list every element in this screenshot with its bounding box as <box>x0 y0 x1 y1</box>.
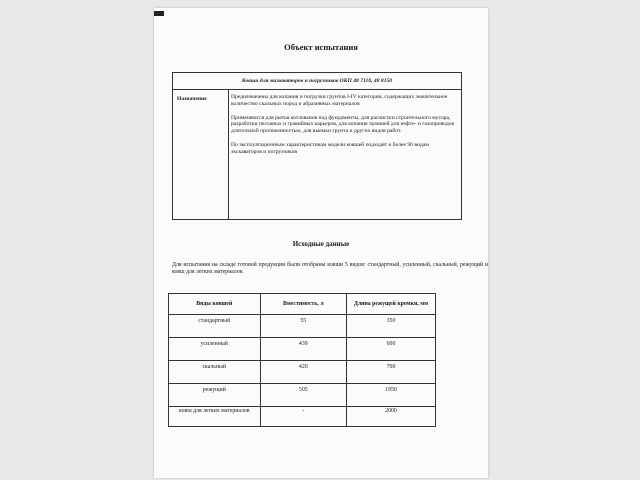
bucket-table <box>168 293 436 427</box>
table-cell: режущий <box>169 384 261 407</box>
table-cell: 505 <box>260 384 346 407</box>
table-row <box>169 361 436 384</box>
table-cell: усиленный <box>169 338 261 361</box>
purpose-paragraph: По эксплуатационным характеристикам модели ковшей подходят к более 90 видам экскаваторов и погрузчиков <box>231 141 429 155</box>
table-cell: 439 <box>260 338 346 361</box>
table-cell: - <box>260 407 346 427</box>
table-cell: 55 <box>260 315 346 338</box>
scan-mark <box>154 11 164 16</box>
table-cell: скальный <box>169 361 261 384</box>
document-page <box>154 8 488 478</box>
table-cell: ковш для легких материалов <box>169 407 261 427</box>
table-row <box>169 338 436 361</box>
table-header-cell: Виды ковшей <box>169 294 261 315</box>
table-cell: стандартный <box>169 315 261 338</box>
purpose-box-header: Ковши для экскаваторов и погрузчиков ОКП 48 7110, 48 8150 <box>173 73 461 90</box>
purpose-paragraph: Предназначены для копания и погрузки грунтов I-IV категории, содержащих значительное количество скальных пород и абразивных материалов <box>231 94 448 107</box>
purpose-label: Назначение <box>173 90 229 219</box>
subsection-title: Исходные данные <box>292 240 350 248</box>
purpose-paragraph: Применяются для рытья котлованов под фундаменты, для расчистки строительного мусора, разработки песчаных и гравийных карьеров, для копания траншей для нефте- и газопроводов длительной протяженностью, для выемки грунта и других видов работ. <box>231 114 455 135</box>
intro-paragraph: Для испытания на складе готовой продукции были отобраны ковши 5 видов: стандартный, усиленный, скальный, режущий и ковш для легких материалов. <box>172 262 488 275</box>
purpose-box-body <box>173 90 461 219</box>
table-cell: 700 <box>347 361 436 384</box>
table-cell: 600 <box>347 338 436 361</box>
table-row <box>169 407 436 427</box>
table-cell: 1950 <box>347 384 436 407</box>
table-cell: 2000 <box>347 407 436 427</box>
table-cell: 350 <box>347 315 436 338</box>
table-cell: 420 <box>260 361 346 384</box>
table-header-cell: Длина режущей кромки, мм <box>347 294 436 315</box>
table-header-row <box>169 294 436 315</box>
table-header-cell: Вместимость, л <box>260 294 346 315</box>
section-title: Объект испытания <box>284 42 358 52</box>
purpose-box <box>172 72 462 220</box>
purpose-text <box>231 94 457 163</box>
table-row <box>169 315 436 338</box>
table-row <box>169 384 436 407</box>
